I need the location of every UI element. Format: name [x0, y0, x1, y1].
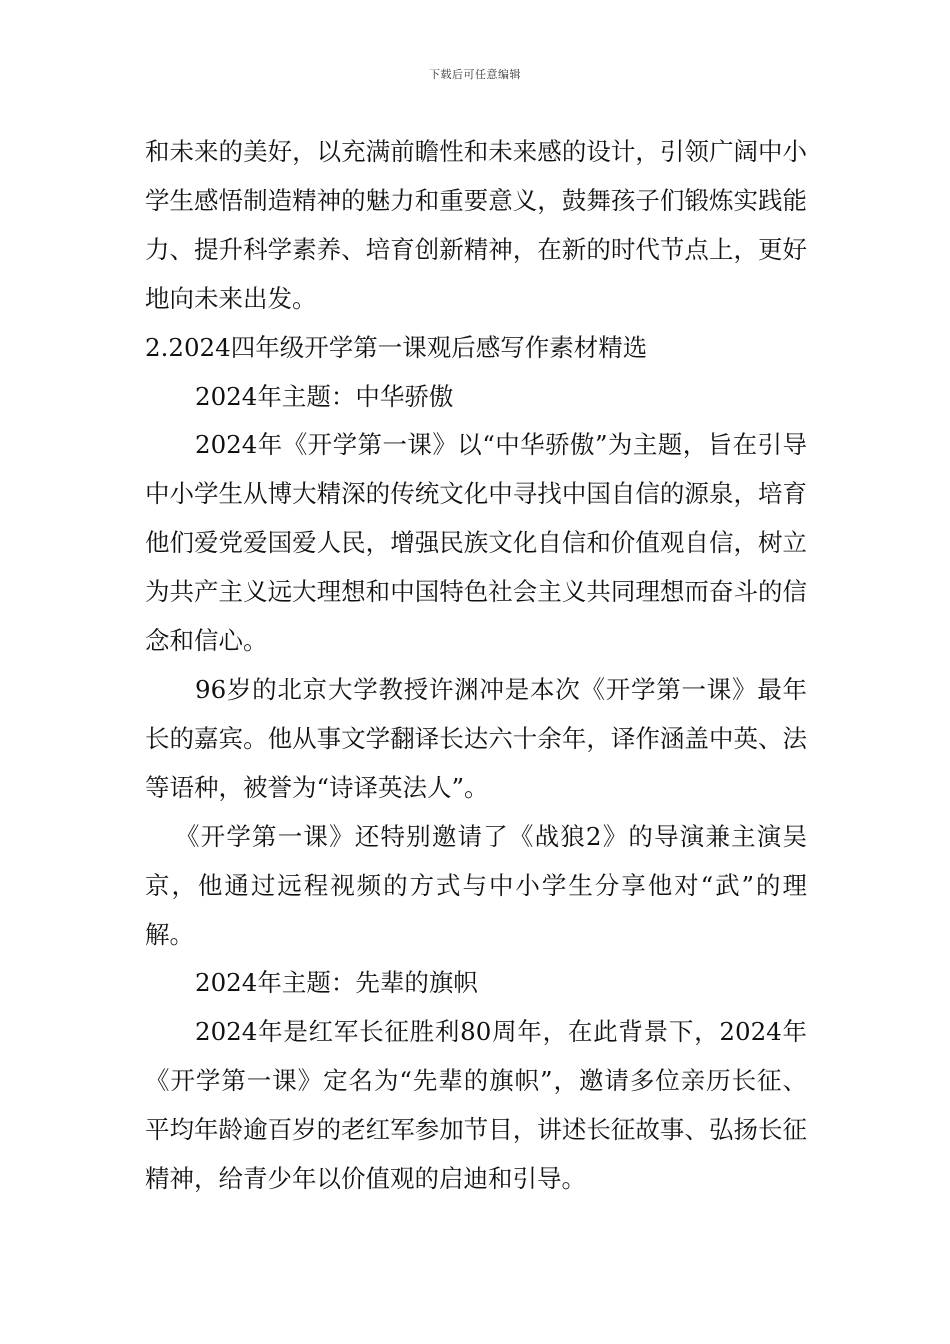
paragraph-guest-wu: 《开学第一课》还特别邀请了《战狼2》的导演兼主演吴京，他通过远程视频的方式与中小学生分享他对“武”的理解。 [145, 821, 807, 949]
page-header-note: 下载后可任意编辑 [429, 68, 521, 81]
document-body [145, 128, 807, 1204]
subheading-theme-2: 2024年主题：先辈的旗帜 [195, 968, 478, 998]
paragraph-continuation: 和未来的美好，以充满前瞻性和未来感的设计，引领广阔中小学生感悟制造精神的魅力和重要意义，鼓舞孩子们锻炼实践能力、提升科学素养、培育创新精神，在新的时代节点上，更好地向未来出发。 [145, 137, 807, 313]
section-heading: 2.2024四年级开学第一课观后感写作素材精选 [145, 332, 648, 362]
paragraph-theme-2-intro: 2024年是红军长征胜利80周年，在此背景下，2024年《开学第一课》定名为“先辈的旗帜”，邀请多位亲历长征、平均年龄逾百岁的老红军参加节目，讲述长征故事、弘扬长征精神，给青少年以价值观的启迪和引导。 [145, 1017, 807, 1194]
subheading-theme-1: 2024年主题：中华骄傲 [195, 381, 454, 411]
paragraph-theme-1-intro: 2024年《开学第一课》以“中华骄傲”为主题，旨在引导中小学生从博大精深的传统文化中寻找中国自信的源泉，培育他们爱党爱国爱人民，增强民族文化自信和价值观自信，树立为共产主义远大理想和中国特色社会主义共同理想而奋斗的信念和信心。 [145, 430, 807, 656]
paragraph-guest-xu: 96岁的北京大学教授许渊冲是本次《开学第一课》最年长的嘉宾。他从事文学翻译长达六十余年，译作涵盖中英、法等语种，被誉为“诗译英法人”。 [145, 674, 807, 802]
